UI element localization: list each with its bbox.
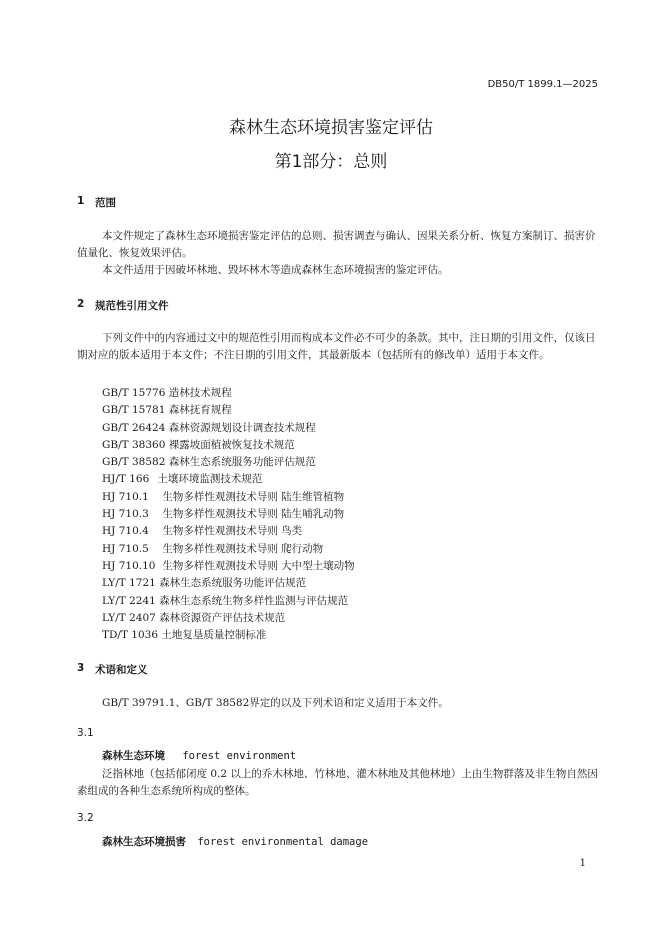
section-2-title: 规范性引用文件 xyxy=(95,300,169,312)
term-name-en: forest environment xyxy=(182,750,297,762)
reference-title: 生物多样性观测技术导则 大中型土壤动物 xyxy=(162,559,355,572)
list-item xyxy=(102,627,355,644)
reference-code: HJ 710.4 xyxy=(102,525,149,538)
term-name-zh: 森林生态环境损害 xyxy=(102,836,186,848)
list-item xyxy=(102,471,355,488)
reference-code: GB/T 15776 xyxy=(102,387,166,399)
reference-title: 森林资源规划设计调查技术规程 xyxy=(168,421,316,434)
list-item xyxy=(102,385,355,402)
section-3-title: 术语和定义 xyxy=(95,664,148,676)
reference-title: 森林生态系统服务功能评估规范 xyxy=(168,456,316,469)
list-item xyxy=(102,558,355,575)
list-item xyxy=(102,541,355,558)
term-number: 3.1 xyxy=(77,727,94,739)
section-1-title: 范围 xyxy=(95,197,116,209)
reference-code: HJ 710.1 xyxy=(102,490,149,503)
term-name-zh: 森林生态环境 xyxy=(102,750,165,762)
reference-list xyxy=(102,385,355,644)
reference-code: HJ/T 166 xyxy=(102,473,150,486)
list-item xyxy=(102,506,355,523)
term-name-en: forest environmental damage xyxy=(197,836,369,848)
list-item xyxy=(102,575,355,592)
list-item xyxy=(102,610,355,627)
term-number: 3.2 xyxy=(77,812,94,824)
list-item xyxy=(102,420,355,437)
reference-code: GB/T 26424 xyxy=(102,421,166,434)
term-definition: 泛指林地（包括郁闭度 0.2 以上的乔木林地、竹林地、灌木林地及其他林地）上由生物群落及非生物自然因素组成的各种生态系统所构成的整体。 xyxy=(77,768,598,797)
document-title: 森林生态环境损害鉴定评估 xyxy=(229,118,433,138)
reference-code: LY/T 2241 xyxy=(102,594,156,607)
reference-title: 森林生态系统服务功能评估规范 xyxy=(159,577,307,590)
reference-code: HJ 710.5 xyxy=(102,542,149,555)
reference-code: TD/T 1036 xyxy=(102,629,159,642)
reference-title: 造林技术规程 xyxy=(168,387,232,399)
list-item xyxy=(102,523,355,540)
reference-title: 裸露坡面植被恢复技术规范 xyxy=(168,438,295,451)
section-3-intro: GB/T 39791.1、GB/T 38582界定的以及下列术语和定义适用于本文件。 xyxy=(102,697,449,709)
list-item xyxy=(102,454,355,471)
reference-code: HJ 710.10 xyxy=(102,559,156,572)
reference-title: 生物多样性观测技术导则 陆生哺乳动物 xyxy=(162,508,345,521)
document-code: DB50/T 1899.1—2025 xyxy=(487,79,598,90)
reference-title: 土地复垦质量控制标准 xyxy=(161,629,267,642)
list-item xyxy=(102,437,355,454)
reference-title: 森林抚育规程 xyxy=(168,404,232,417)
reference-code: HJ 710.3 xyxy=(102,508,149,521)
section-1-number: 1 xyxy=(77,195,85,207)
reference-code: LY/T 2407 xyxy=(102,611,156,624)
reference-code: GB/T 15781 xyxy=(102,404,166,417)
reference-title: 生物多样性观测技术导则 陆生维管植物 xyxy=(162,490,345,503)
list-item xyxy=(102,402,355,419)
reference-title: 生物多样性观测技术导则 爬行动物 xyxy=(162,542,324,555)
section-2-number: 2 xyxy=(77,298,85,310)
section-1-paragraph-2: 本文件适用于因破坏林地、毁坏林木等造成森林生态环境损害的鉴定评估。 xyxy=(102,264,449,276)
reference-code: LY/T 1721 xyxy=(102,577,156,590)
reference-code: GB/T 38360 xyxy=(102,438,166,451)
document-subtitle: 第1部分：总则 xyxy=(274,152,388,172)
reference-title: 生物多样性观测技术导则 鸟类 xyxy=(162,525,303,538)
section-1-paragraph-1: 本文件规定了森林生态环境损害鉴定评估的总则、损害调查与确认、因果关系分析、恢复方案制订、损害价值量化、恢复效果评估。 xyxy=(77,230,596,259)
reference-title: 森林资源资产评估技术规范 xyxy=(159,611,286,624)
list-item xyxy=(102,593,355,610)
section-3-number: 3 xyxy=(77,662,85,674)
reference-title: 土壤环境监测技术规范 xyxy=(157,473,263,486)
reference-code: GB/T 38582 xyxy=(102,456,166,469)
section-2-intro: 下列文件中的内容通过文中的规范性引用而构成本文件必不可少的条款。其中，注日期的引用文件，仅该日期对应的版本适用于本文件；不注日期的引用文件，其最新版本（包括所有的修改单）适用于本文件。 xyxy=(77,332,596,361)
list-item xyxy=(102,489,355,506)
page-number: 1 xyxy=(579,858,586,869)
reference-title: 森林生态系统生物多样性监测与评估规范 xyxy=(159,594,349,607)
